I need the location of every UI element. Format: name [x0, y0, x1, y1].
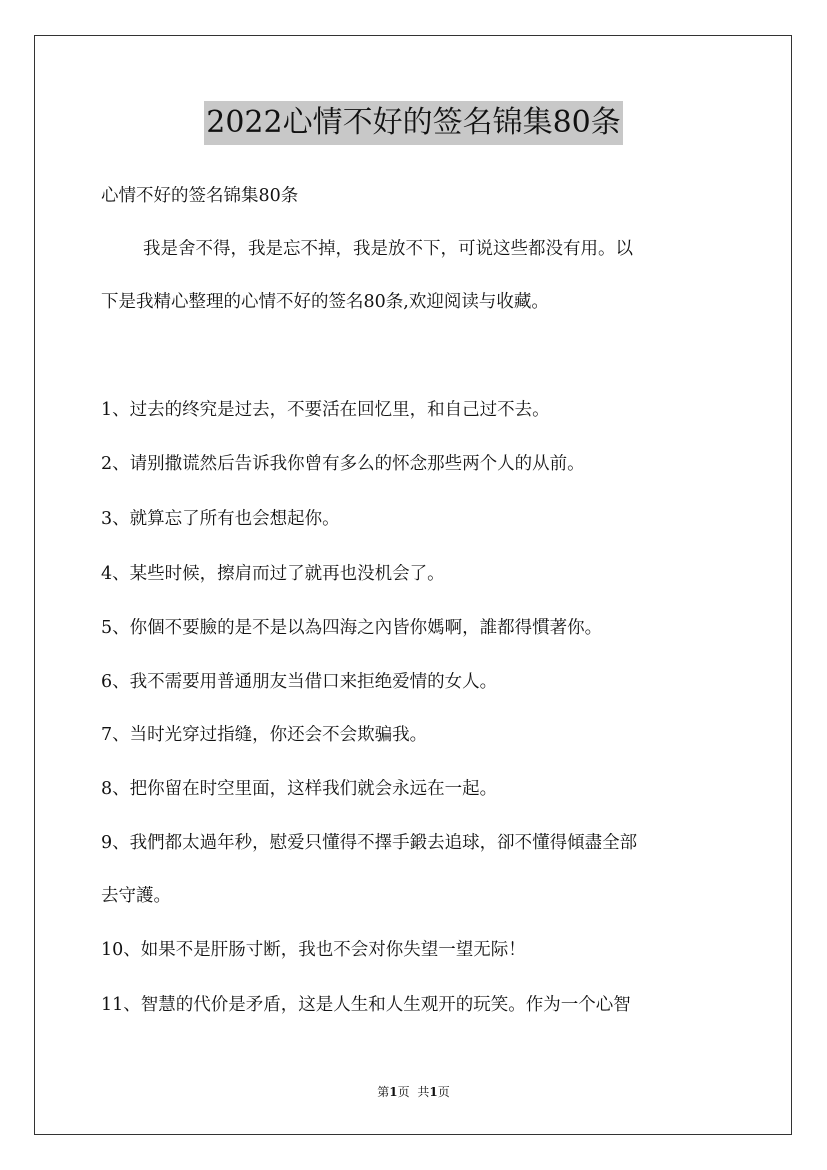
page-number: 1: [389, 1085, 398, 1099]
list-item: 11、智慧的代价是矛盾，这是人生和人生观开的玩笑。作为一个心智: [101, 995, 631, 1015]
list-item: 6、我不需要用普通朋友当借口来拒绝爱情的女人。: [101, 672, 498, 692]
document-subtitle: 心情不好的签名锦集80条: [101, 186, 299, 206]
title-container: [0, 101, 827, 145]
list-item: 1、过去的终究是过去，不要活在回忆里，和自己过不去。: [101, 400, 550, 420]
list-item: 10、如果不是肝肠寸断，我也不会对你失望一望无际！: [101, 940, 526, 960]
page-label: 第: [377, 1085, 390, 1099]
list-item: 8、把你留在时空里面，这样我们就会永远在一起。: [101, 779, 498, 799]
total-label: 共: [417, 1085, 430, 1099]
page-footer: [0, 1084, 827, 1100]
list-item-continuation: 去守護。: [101, 886, 171, 906]
list-item: 7、当时光穿过指缝，你还会不会欺骗我。: [101, 725, 428, 745]
list-item: 3、就算忘了所有也会想起你。: [101, 509, 340, 529]
list-item: 5、你個不要臉的是不是以為四海之內皆你媽啊，誰都得慣著你。: [101, 618, 603, 638]
document-title: 2022心情不好的签名锦集80条: [204, 101, 623, 145]
list-item: 2、请别撒谎然后告诉我你曾有多么的怀念那些两个人的从前。: [101, 454, 585, 474]
intro-line-2: 下是我精心整理的心情不好的签名80条,欢迎阅读与收藏。: [101, 292, 549, 312]
list-item: 9、我們都太過年秒，慰爱只懂得不擇手鍛去追球，卻不懂得傾盡全部: [101, 833, 638, 853]
page-suffix: 页: [397, 1085, 410, 1099]
list-item: 4、某些时候，擦肩而过了就再也没机会了。: [101, 564, 445, 584]
intro-line-1: 我是舍不得，我是忘不掉，我是放不下，可说这些都没有用。以: [143, 239, 633, 259]
total-suffix: 页: [437, 1085, 450, 1099]
total-pages: 1: [429, 1085, 438, 1099]
